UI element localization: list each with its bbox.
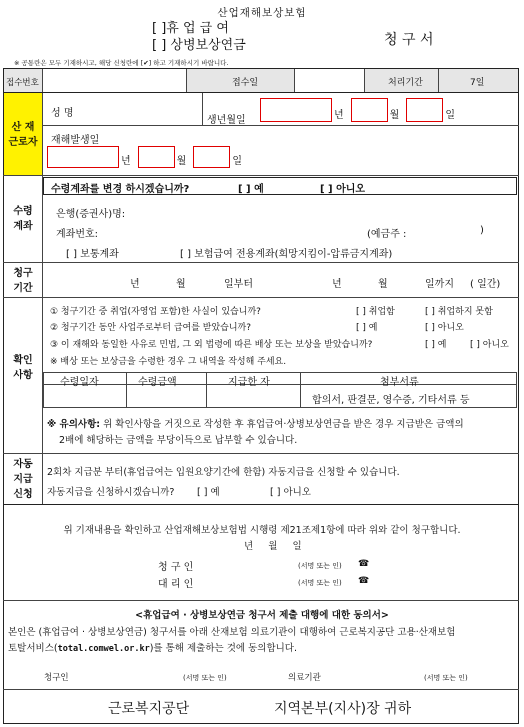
option-injury-pension[interactable]: [ ] 상병보상연금 [152, 38, 246, 53]
consent-line-1: 본인은 (휴업급여 · 상병보상연금) 청구서를 아래 산재보험 의료기관이 대행하여 근로복지공단 고용·산재보험 [8, 627, 456, 638]
table-cell-date[interactable] [44, 385, 126, 407]
disaster-month-box[interactable] [138, 146, 175, 168]
account-change-question: 수령계좌를 변경 하시겠습니까? [51, 184, 190, 195]
claimant-label: 청 구 인 [158, 562, 194, 573]
auto-payment-yes[interactable]: [ ] 예 [197, 487, 220, 498]
consent-line-2: 토탈서비스(total.comwel.or.kr)를 통해 제출하는 것에 동의합니다. [8, 643, 298, 654]
period-to-year: 년 [332, 279, 342, 290]
question-2-yes[interactable]: [ ] 예 [356, 323, 378, 333]
consent-claimant-label: 청구인 [44, 673, 69, 683]
birth-year-box[interactable] [260, 98, 332, 122]
consent-institution-sign[interactable]: (서명 또는 인) [424, 674, 468, 682]
normal-account-option[interactable]: [ ] 보통계좌 [66, 249, 119, 260]
option-sick-leave[interactable]: [ ]휴 업 급 여 [152, 21, 229, 36]
account-number-label: 계좌번호: [56, 229, 99, 240]
question-2: ② 청구기간 동안 사업주로부터 급여를 받았습니까? [50, 323, 252, 333]
disaster-date-label: 재해발생일 [51, 135, 100, 146]
period-from-month: 월 [176, 279, 186, 290]
question-2-no[interactable]: [ ] 아니오 [425, 323, 464, 333]
auto-payment-section-label: 자동 지급 신청 [13, 459, 33, 500]
account-section-label: 수령 계좌 [13, 206, 33, 232]
period-days: ( 일간) [470, 279, 501, 290]
disaster-year-box[interactable] [47, 146, 119, 168]
period-from-day: 일부터 [224, 279, 253, 290]
question-3-note: ※ 배상 또는 보상금을 수령한 경우 그 내역을 작성해 주세요. [50, 357, 287, 367]
period-to-day: 일까지 [425, 279, 454, 290]
consent-url: total.comwel.or.kr [57, 644, 150, 654]
auto-payment-question: 자동지급을 신청하시겠습니까? [47, 487, 175, 498]
table-header-amount: 수령금액 [138, 377, 177, 388]
processing-period-label: 처리기간 [388, 78, 423, 88]
disaster-date-boxes: 년 월 일 [47, 146, 244, 168]
table-header-payer: 지급한 자 [228, 377, 270, 388]
disaster-day-box[interactable] [193, 146, 230, 168]
auto-payment-no[interactable]: [ ] 아니오 [270, 487, 311, 498]
agent-label: 대 리 인 [158, 579, 194, 590]
table-header-attachments: 첨부서류 [380, 377, 419, 388]
dedicated-account-option[interactable]: [ ] 보험급여 전용계좌(희망지킴이-압류금지계좌) [180, 249, 393, 260]
question-3-no[interactable]: [ ] 아니오 [470, 340, 509, 350]
account-change-no[interactable]: [ ] 아니오 [320, 184, 366, 195]
question-1-not-employed[interactable]: [ ] 취업하지 못함 [425, 307, 493, 317]
account-change-yes[interactable]: [ ] 예 [238, 184, 264, 195]
birth-date-boxes: 년 월 일 [260, 98, 457, 122]
receipt-date-label: 접수일 [232, 78, 259, 88]
warning-text: ※ 유의사항: 위 확인사항을 거짓으로 작성한 후 휴업급여·상병보상연금을 받은 경우 지급받은 금액의 2배에 해당하는 금액을 부당이득으로 납부할 수 있습니다. [47, 419, 464, 446]
table-cell-amount[interactable] [127, 385, 206, 407]
receipt-number-label: 접수번호 [6, 78, 39, 88]
consent-institution-label: 의료기관 [288, 673, 321, 683]
table-header-date: 수령일자 [60, 377, 99, 388]
name-label: 성 명 [51, 108, 74, 119]
question-1-employed[interactable]: [ ] 취업함 [356, 307, 395, 317]
instructions-note: ※ 공통란은 모두 기재하시고, 해당 신청란에 [✔] 하고 기재하시기 바랍니다. [14, 59, 229, 67]
agent-sign[interactable]: (서명 또는 인) [298, 579, 342, 587]
claimant-phone-icon: ☎ [358, 559, 370, 569]
confirm-section-label: 확인 사항 [13, 355, 33, 381]
birth-label: 생년월일 [207, 115, 246, 126]
question-3-yes[interactable]: [ ] 예 [425, 340, 447, 350]
table-cell-attachments: 합의서, 판결문, 영수증, 기타서류 등 [312, 395, 470, 406]
consent-claimant-sign[interactable]: (서명 또는 인) [183, 674, 227, 682]
receipt-number-field[interactable] [43, 69, 186, 92]
period-section-label: 청구 기간 [13, 268, 33, 294]
claimant-sign[interactable]: (서명 또는 인) [298, 562, 342, 570]
warning-label: ※ 유의사항: [47, 419, 101, 430]
bank-name-label: 은행(증권사)명: [56, 209, 126, 220]
agent-phone-icon: ☎ [358, 576, 370, 586]
birth-day-box[interactable] [406, 98, 443, 122]
auto-payment-info: 2회차 지급분 부터(휴업급여는 입원요양기간에 한함) 자동지급을 신청할 수 있습니다. [47, 467, 400, 478]
footer-agency: 근로복지공단 [108, 701, 190, 717]
account-holder-label: (예금주 : [367, 229, 407, 240]
processing-period-value: 7일 [470, 78, 485, 88]
org-title: 산업재해보상보험 [217, 7, 307, 19]
form-title: 청 구 서 [384, 32, 434, 48]
question-1: ① 청구기간 중 취업(자영업 포함)한 사실이 있습니까? [50, 307, 261, 317]
period-from-year: 년 [130, 279, 140, 290]
injured-worker-label: 산 재 근로자 [8, 122, 38, 148]
period-to-month: 월 [378, 279, 388, 290]
account-holder-close: ) [480, 225, 484, 236]
birth-month-box[interactable] [351, 98, 388, 122]
benefit-options [152, 20, 246, 54]
table-cell-payer[interactable] [207, 385, 300, 407]
receipt-date-field[interactable] [295, 69, 364, 92]
consent-title: <휴업급여 · 상병보상연금 청구서 제출 대행에 대한 동의서> [135, 610, 389, 621]
footer-branch: 지역본부(지사)장 귀하 [274, 701, 412, 717]
declaration-date: 년 월 일 [244, 541, 302, 552]
declaration-text: 위 기재내용을 확인하고 산업재해보상보험법 시행령 제21조제1항에 따라 위와 같이 청구합니다. [63, 525, 461, 536]
question-3: ③ 이 재해와 동일한 사유로 민법, 그 외 법령에 따른 배상 또는 보상을 받았습니까? [50, 340, 373, 350]
